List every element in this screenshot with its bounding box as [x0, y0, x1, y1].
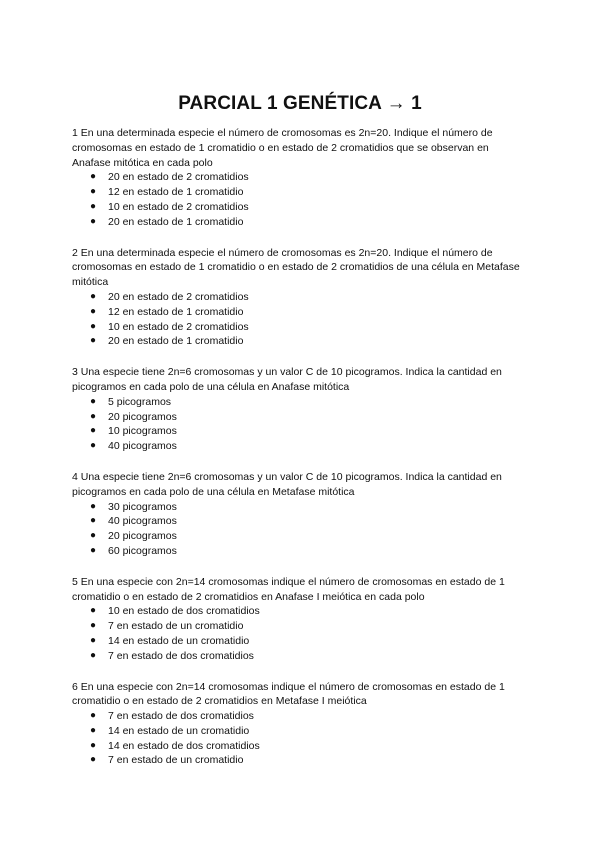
option-text: 40 picogramos: [108, 515, 177, 528]
question-4: [72, 470, 528, 559]
question-text: 4 Una especie tiene 2n=6 cromosomas y un valor C de 10 picogramos. Indica la cantidad en picogramos en cada polo de una célula en Metafase mitótica: [72, 470, 502, 498]
bullet-icon: ●: [90, 739, 97, 751]
list-item: [72, 305, 528, 320]
bullet-icon: ●: [90, 335, 97, 347]
list-item: [72, 395, 528, 410]
option-list: [72, 170, 528, 229]
option-text: 7 en estado de dos cromatidios: [108, 710, 254, 723]
bullet-icon: ●: [90, 620, 97, 632]
list-item: [72, 544, 528, 559]
question-5: [72, 575, 528, 664]
bullet-icon: ●: [90, 320, 97, 332]
bullet-icon: ●: [90, 290, 97, 302]
bullet-icon: ●: [90, 530, 97, 542]
question-text: 2 En una determinada especie el número de cromosomas es 2n=20. Indique el número de cromosomas en estado de 1 cromatidio o en estado de 2 cromatidios de una célula en Metafase mitótica: [72, 246, 520, 289]
list-item: [72, 215, 528, 230]
bullet-icon: ●: [90, 395, 97, 407]
bullet-icon: ●: [90, 305, 97, 317]
option-list: [72, 709, 528, 768]
option-text: 14 en estado de un cromatidio: [108, 724, 250, 737]
list-item: [72, 634, 528, 649]
list-item: [72, 529, 528, 544]
option-list: [72, 500, 528, 559]
list-item: [72, 185, 528, 200]
bullet-icon: ●: [90, 200, 97, 212]
option-list: [72, 604, 528, 663]
option-text: 14 en estado de un cromatidio: [108, 634, 250, 647]
option-text: 30 picogramos: [108, 500, 177, 513]
bullet-icon: ●: [90, 425, 97, 437]
bullet-icon: ●: [90, 605, 97, 617]
question-text: 3 Una especie tiene 2n=6 cromosomas y un valor C de 10 picogramos. Indica la cantidad en picogramos en cada polo de una célula en Anafase mitótica: [72, 366, 502, 393]
option-text: 20 en estado de 2 cromatidios: [108, 171, 249, 184]
list-item: [72, 320, 528, 335]
bullet-icon: ●: [90, 171, 97, 183]
bullet-icon: ●: [90, 634, 97, 646]
option-text: 10 en estado de 2 cromatidios: [108, 320, 249, 333]
option-list: [72, 395, 528, 454]
list-item: [72, 739, 528, 754]
option-text: 7 en estado de un cromatidio: [108, 754, 244, 767]
option-text: 12 en estado de 1 cromatidio: [108, 186, 244, 199]
option-text: 20 en estado de 1 cromatidio: [108, 335, 244, 348]
option-text: 10 en estado de dos cromatidios: [108, 605, 260, 618]
bullet-icon: ●: [90, 724, 97, 736]
list-item: [72, 753, 528, 768]
list-item: [72, 709, 528, 724]
question-3: [72, 365, 528, 454]
bullet-icon: ●: [90, 544, 97, 556]
bullet-icon: ●: [90, 710, 97, 722]
option-text: 20 en estado de 1 cromatidio: [108, 215, 244, 228]
option-text: 20 picogramos: [108, 410, 177, 423]
question-text: 1 En una determinada especie el número de cromosomas es 2n=20. Indique el número de cromosomas en estado de 1 cromatidio o en estado de 2 cromatidios que se observan en Anafase mitótica en cada polo: [72, 127, 493, 169]
bullet-icon: ●: [90, 440, 97, 452]
list-item: [72, 410, 528, 425]
bullet-icon: ●: [90, 515, 97, 527]
list-item: [72, 514, 528, 529]
option-text: 5 picogramos: [108, 395, 172, 408]
bullet-icon: ●: [90, 649, 97, 661]
question-2: [72, 246, 528, 350]
question-1: [72, 126, 528, 230]
option-text: 7 en estado de un cromatidio: [108, 620, 244, 633]
list-item: [72, 334, 528, 349]
bullet-icon: ●: [90, 500, 97, 512]
bullet-icon: ●: [90, 410, 97, 422]
option-text: 20 picogramos: [108, 530, 177, 543]
list-item: [72, 649, 528, 664]
question-text: 6 En una especie con 2n=14 cromosomas indique el número de cromosomas en estado de 1 cromatidio o en estado de 2 cromatidios en Metafase I meiótica: [72, 680, 505, 708]
list-item: [72, 424, 528, 439]
list-item: [72, 500, 528, 515]
list-item: [72, 290, 528, 305]
question-6: [72, 680, 528, 769]
list-item: [72, 619, 528, 634]
option-text: 40 picogramos: [108, 440, 177, 453]
list-item: [72, 439, 528, 454]
list-item: [72, 604, 528, 619]
bullet-icon: ●: [90, 754, 97, 766]
option-text: 60 picogramos: [108, 544, 177, 557]
option-text: 7 en estado de dos cromatidios: [108, 649, 254, 662]
option-text: 10 en estado de 2 cromatidios: [108, 200, 249, 213]
list-item: [72, 170, 528, 185]
option-list: [72, 290, 528, 349]
option-text: 20 en estado de 2 cromatidios: [108, 290, 249, 303]
option-text: 12 en estado de 1 cromatidio: [108, 305, 244, 318]
list-item: [72, 724, 528, 739]
page-title: PARCIAL 1 GENÉTICA → 1: [178, 93, 422, 114]
bullet-icon: ●: [90, 215, 97, 227]
list-item: [72, 200, 528, 215]
option-text: 10 picogramos: [108, 425, 177, 438]
question-text: 5 En una especie con 2n=14 cromosomas indique el número de cromosomas en estado de 1 cromatidio o en estado de 2 cromatidios en Anafase I meiótica en cada polo: [72, 575, 505, 603]
option-text: 14 en estado de dos cromatidios: [108, 739, 260, 752]
bullet-icon: ●: [90, 186, 97, 198]
